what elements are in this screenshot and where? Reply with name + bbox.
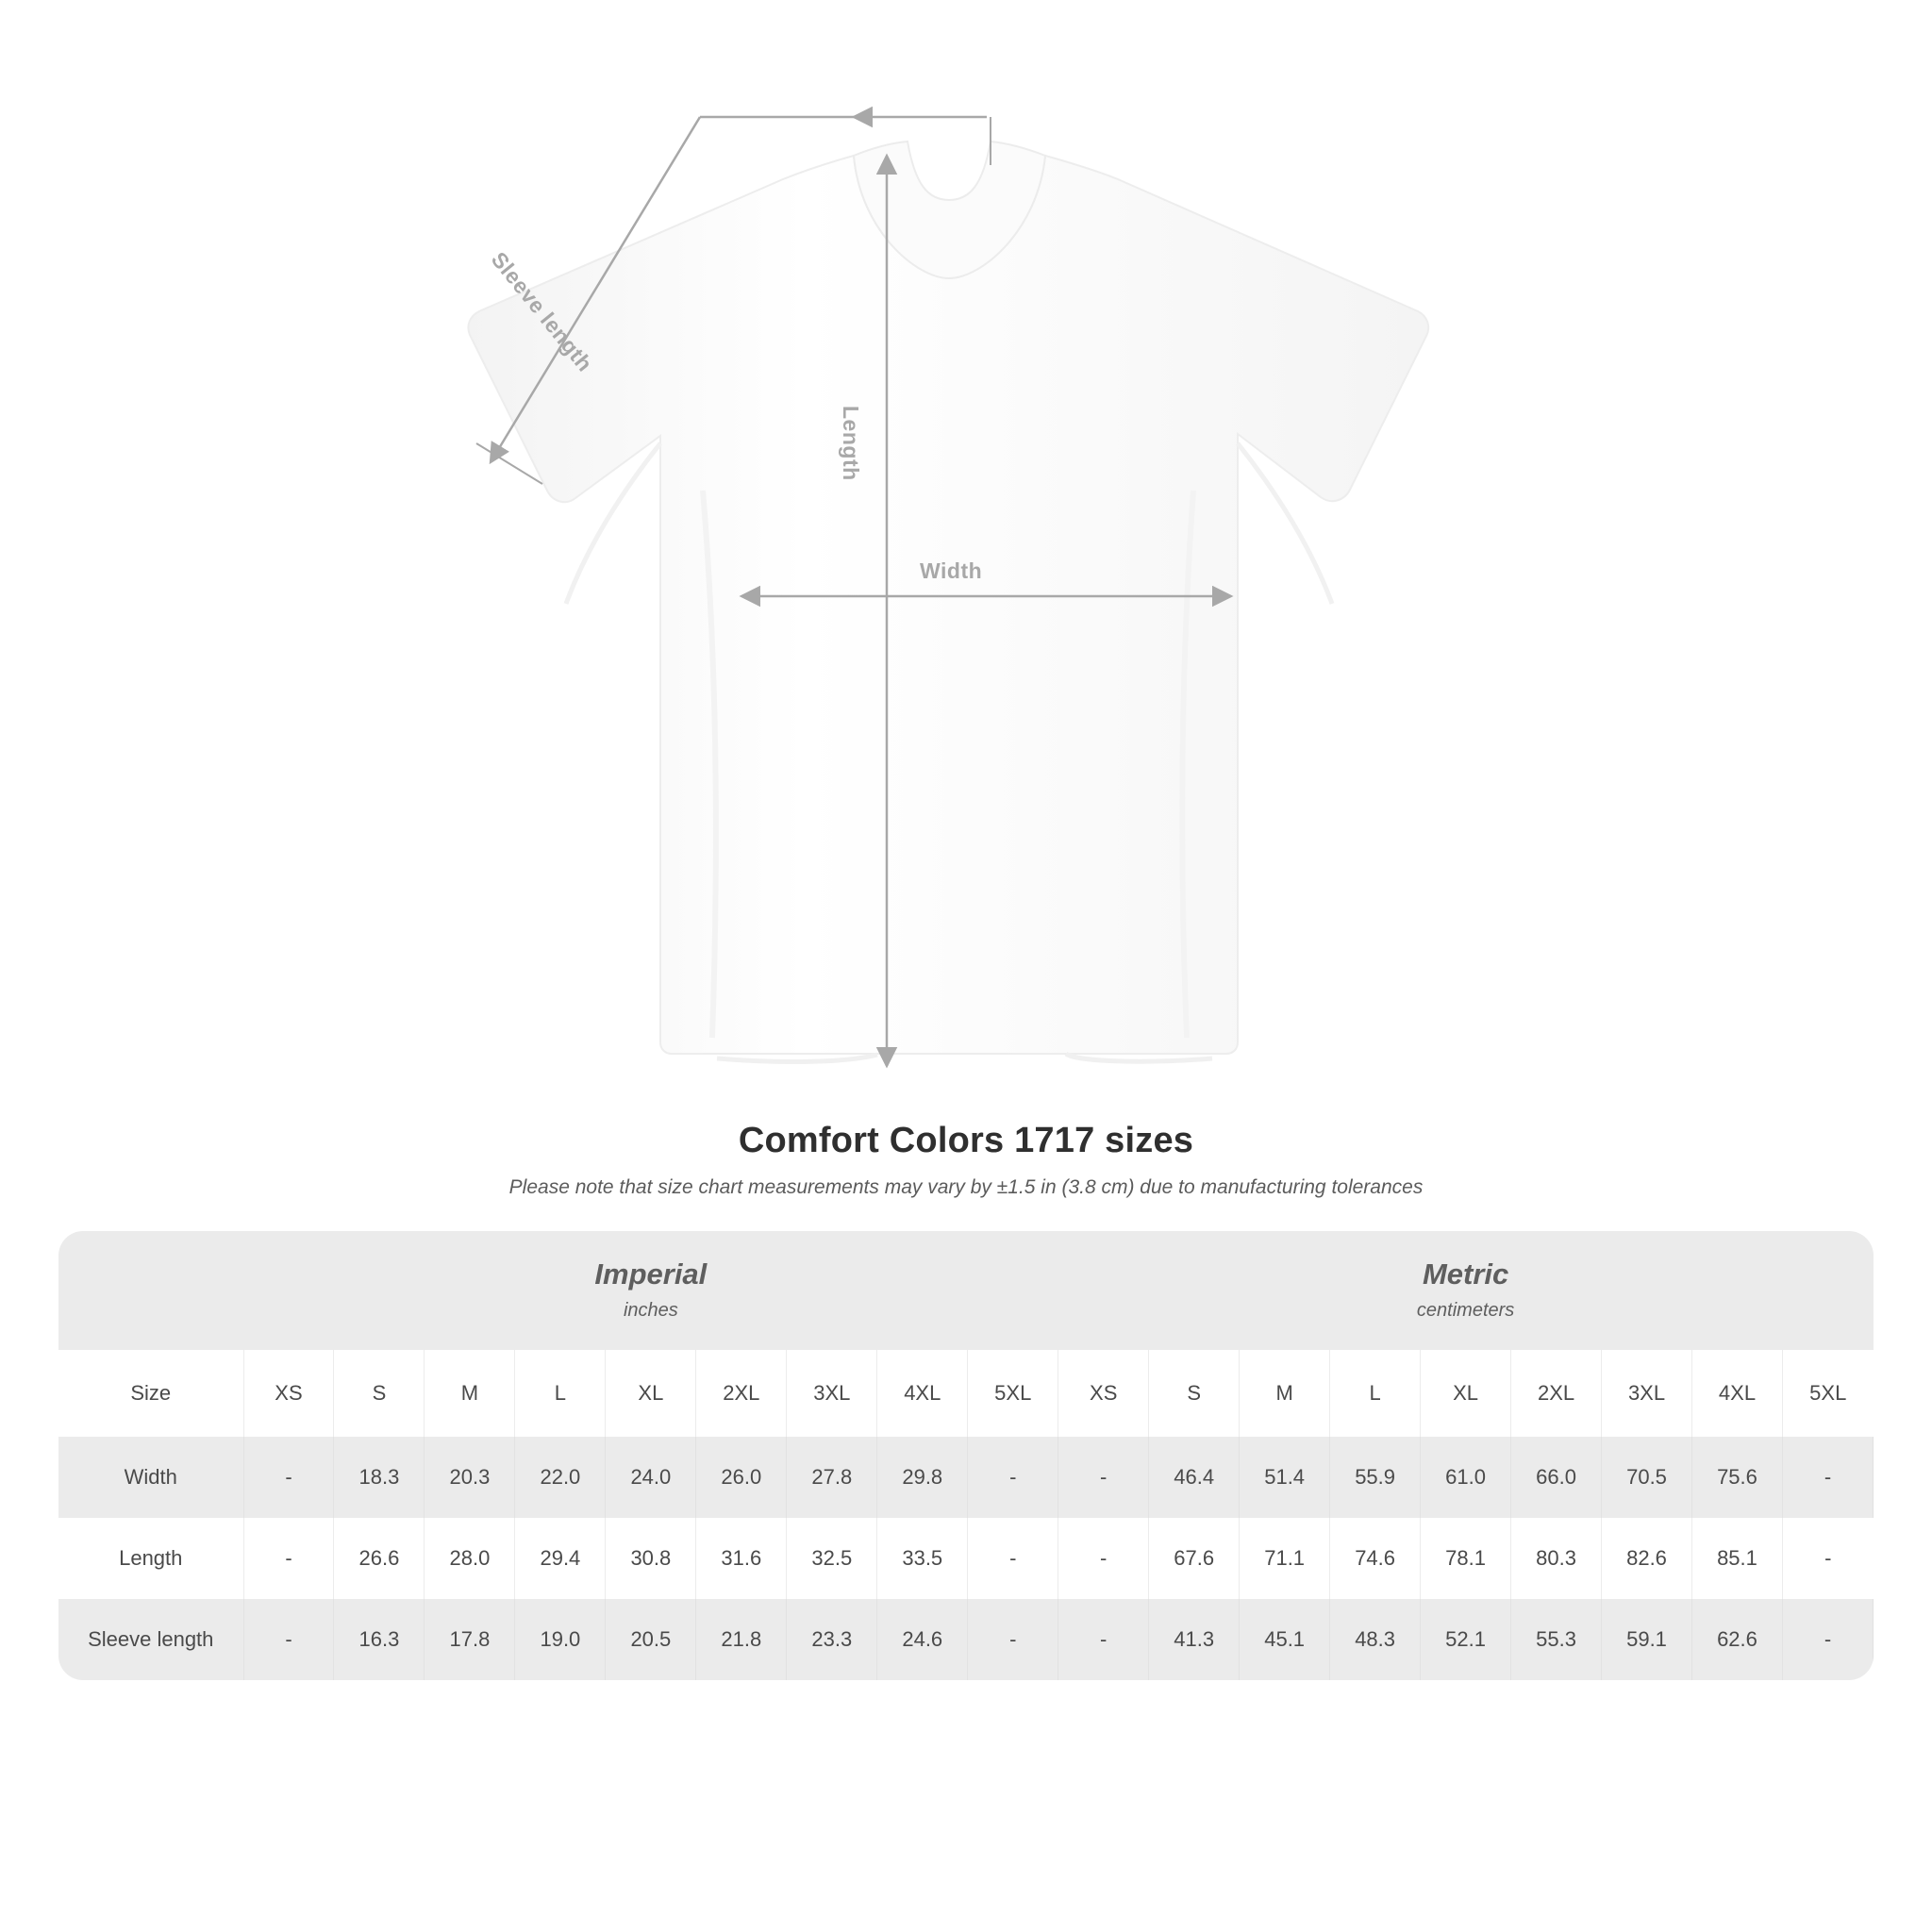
size-header-cell: 2XL <box>696 1350 787 1437</box>
table-cell: 85.1 <box>1692 1518 1783 1599</box>
table-cell: 26.6 <box>334 1518 425 1599</box>
table-cell: 80.3 <box>1511 1518 1602 1599</box>
table-cell: 51.4 <box>1240 1437 1330 1518</box>
unit-header-row <box>58 1231 1874 1350</box>
size-header-cell: 3XL <box>1602 1350 1692 1437</box>
table-cell: - <box>243 1437 334 1518</box>
table-cell: 17.8 <box>425 1599 515 1680</box>
row-label-length: Length <box>58 1518 243 1599</box>
table-cell: 46.4 <box>1149 1437 1240 1518</box>
width-label: Width <box>920 558 983 583</box>
row-label-width: Width <box>58 1437 243 1518</box>
size-table <box>58 1231 1874 1680</box>
table-cell: 33.5 <box>877 1518 968 1599</box>
size-table-wrapper <box>58 1231 1874 1680</box>
table-cell: 55.9 <box>1330 1437 1421 1518</box>
size-header-cell: 5XL <box>968 1350 1058 1437</box>
length-label: Length <box>839 406 863 481</box>
tshirt-shape <box>468 142 1428 1061</box>
size-header-cell: XL <box>606 1350 696 1437</box>
table-cell: - <box>1058 1437 1149 1518</box>
table-cell: 28.0 <box>425 1518 515 1599</box>
table-row <box>58 1518 1874 1599</box>
table-cell: - <box>1058 1599 1149 1680</box>
table-cell: 66.0 <box>1511 1437 1602 1518</box>
table-cell: 24.6 <box>877 1599 968 1680</box>
table-cell: - <box>1782 1599 1873 1680</box>
table-cell: - <box>1058 1518 1149 1599</box>
size-header-cell: M <box>1240 1350 1330 1437</box>
table-cell: - <box>968 1599 1058 1680</box>
table-cell: 71.1 <box>1240 1518 1330 1599</box>
table-cell: 74.6 <box>1330 1518 1421 1599</box>
size-header-cell: 2XL <box>1511 1350 1602 1437</box>
table-cell: 52.1 <box>1421 1599 1511 1680</box>
unit-group-imperial-name: Imperial <box>594 1257 708 1291</box>
size-header-cell: L <box>515 1350 606 1437</box>
table-cell: 41.3 <box>1149 1599 1240 1680</box>
table-row <box>58 1599 1874 1680</box>
size-header-cell: XS <box>1058 1350 1149 1437</box>
table-cell: 31.6 <box>696 1518 787 1599</box>
table-cell: 78.1 <box>1421 1518 1511 1599</box>
table-row <box>58 1437 1874 1518</box>
size-header-cell: L <box>1330 1350 1421 1437</box>
size-header-label: Size <box>58 1350 243 1437</box>
table-cell: 32.5 <box>787 1518 877 1599</box>
size-header-cell: M <box>425 1350 515 1437</box>
size-header-cell: 4XL <box>1692 1350 1783 1437</box>
table-cell: 24.0 <box>606 1437 696 1518</box>
table-cell: 82.6 <box>1602 1518 1692 1599</box>
unit-group-imperial-sub: inches <box>623 1300 678 1321</box>
table-cell: 27.8 <box>787 1437 877 1518</box>
size-header-cell: XL <box>1421 1350 1511 1437</box>
table-cell: 30.8 <box>606 1518 696 1599</box>
table-cell: 20.3 <box>425 1437 515 1518</box>
table-cell: 23.3 <box>787 1599 877 1680</box>
table-cell: - <box>243 1599 334 1680</box>
table-cell: 62.6 <box>1692 1599 1783 1680</box>
table-cell: - <box>968 1518 1058 1599</box>
unit-group-metric-name: Metric <box>1422 1257 1509 1291</box>
table-cell: 29.8 <box>877 1437 968 1518</box>
table-cell: - <box>968 1437 1058 1518</box>
table-cell: 61.0 <box>1421 1437 1511 1518</box>
size-header-cell: 3XL <box>787 1350 877 1437</box>
table-cell: 59.1 <box>1602 1599 1692 1680</box>
sleeve-length-label: Sleeve length <box>486 247 598 376</box>
unit-group-metric-sub: centimeters <box>1416 1300 1515 1321</box>
size-header-cell: XS <box>243 1350 334 1437</box>
table-cell: 20.5 <box>606 1599 696 1680</box>
table-cell: 29.4 <box>515 1518 606 1599</box>
title-block <box>0 1121 1932 1199</box>
table-cell: 18.3 <box>334 1437 425 1518</box>
table-cell: - <box>1782 1518 1873 1599</box>
table-cell: 26.0 <box>696 1437 787 1518</box>
unit-group-imperial <box>243 1231 1058 1350</box>
table-cell: 16.3 <box>334 1599 425 1680</box>
size-header-cell: S <box>1149 1350 1240 1437</box>
table-cell: 21.8 <box>696 1599 787 1680</box>
unit-spacer-cell <box>58 1231 243 1350</box>
table-cell: 45.1 <box>1240 1599 1330 1680</box>
table-cell: - <box>243 1518 334 1599</box>
size-header-cell: 4XL <box>877 1350 968 1437</box>
table-cell: 19.0 <box>515 1599 606 1680</box>
table-cell: 55.3 <box>1511 1599 1602 1680</box>
table-cell: 48.3 <box>1330 1599 1421 1680</box>
row-label-sleeve-length: Sleeve length <box>58 1599 243 1680</box>
page-title: Comfort Colors 1717 sizes <box>738 1121 1194 1160</box>
table-cell: 75.6 <box>1692 1437 1783 1518</box>
table-cell: - <box>1782 1437 1873 1518</box>
table-cell: 70.5 <box>1602 1437 1692 1518</box>
size-header-row <box>58 1350 1874 1437</box>
unit-group-metric <box>1058 1231 1874 1350</box>
size-header-cell: S <box>334 1350 425 1437</box>
tolerance-note: Please note that size chart measurements may vary by ±1.5 in (3.8 cm) due to manufacturing tolerances <box>508 1176 1424 1198</box>
table-cell: 67.6 <box>1149 1518 1240 1599</box>
size-header-cell: 5XL <box>1782 1350 1873 1437</box>
table-cell: 22.0 <box>515 1437 606 1518</box>
